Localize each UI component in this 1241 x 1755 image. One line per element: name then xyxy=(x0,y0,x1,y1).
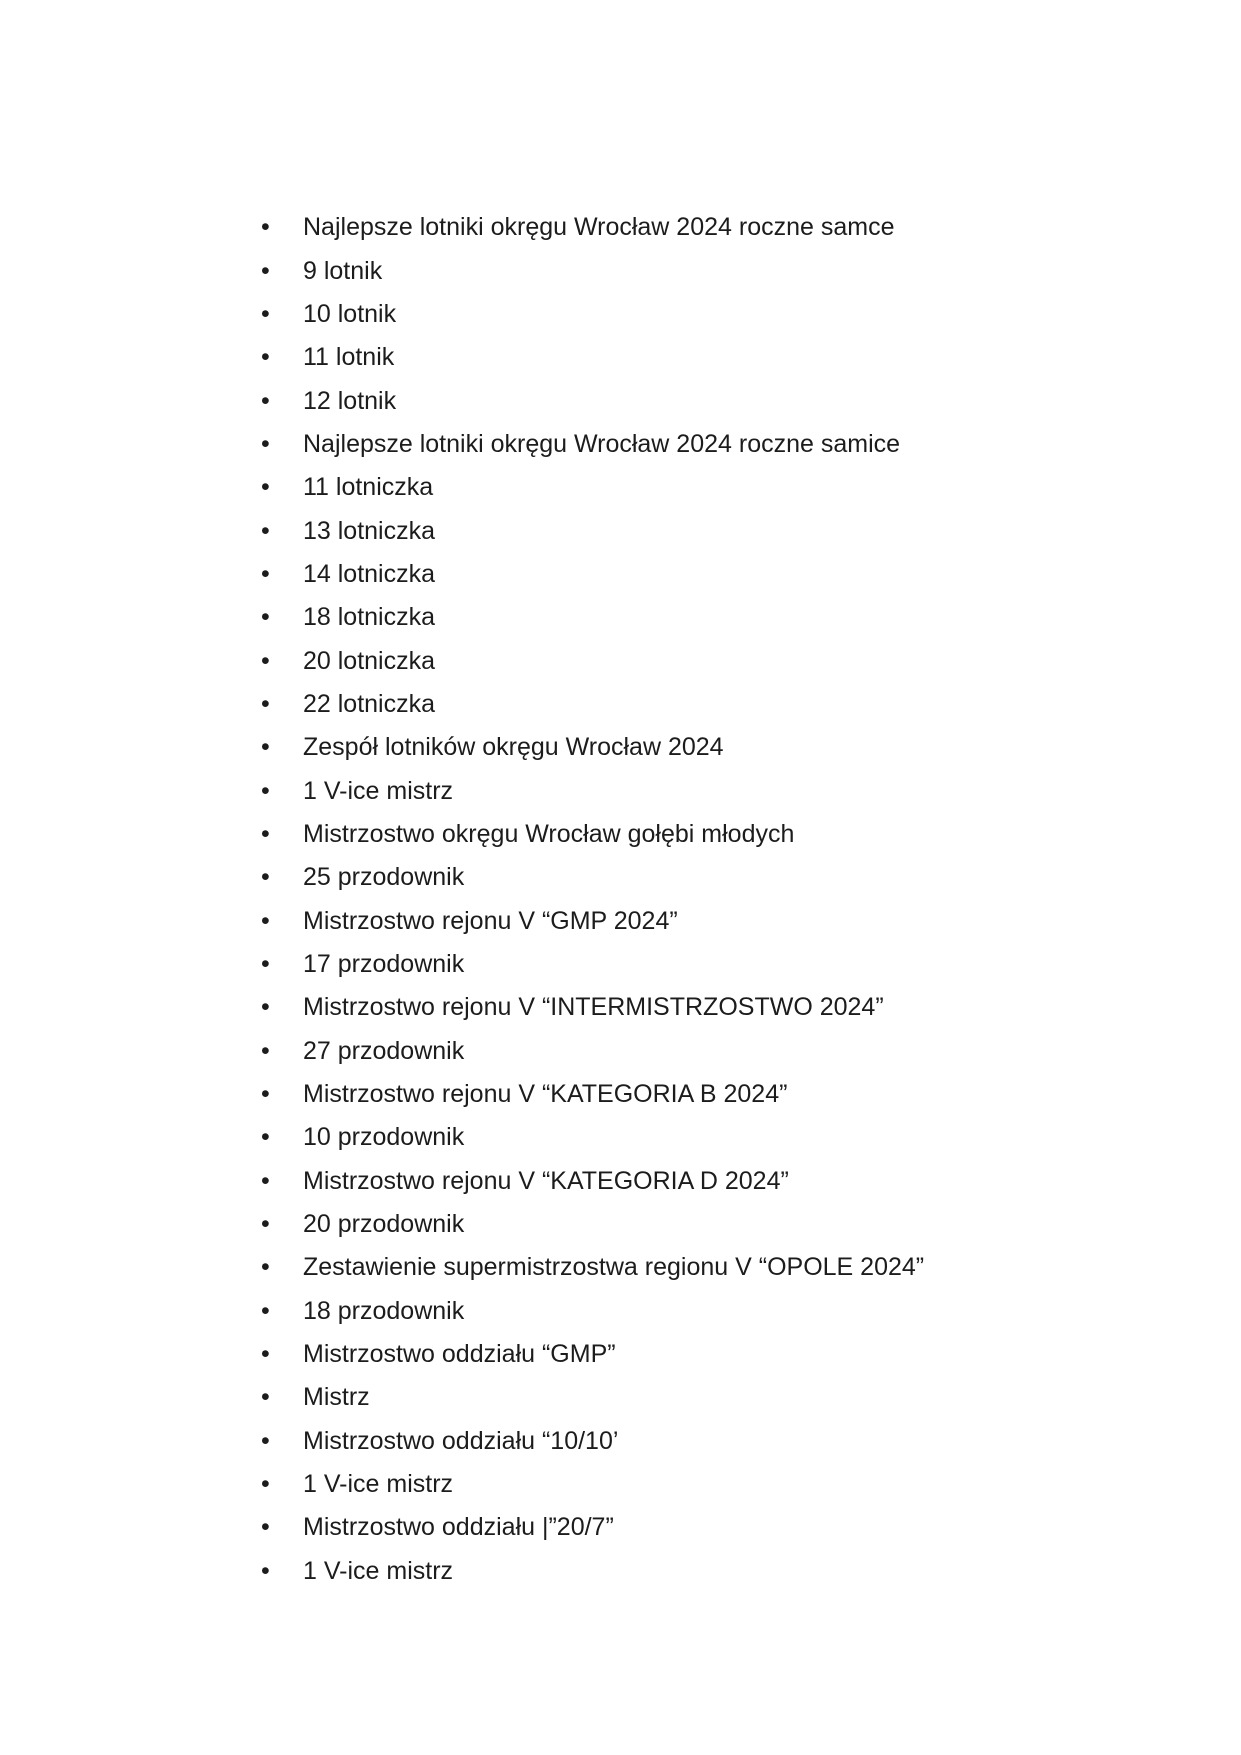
bullet-icon: • xyxy=(261,516,270,545)
bullet-icon: • xyxy=(261,256,270,285)
bullet-icon: • xyxy=(261,213,270,242)
list-item-text: 18 lotniczka xyxy=(303,603,436,632)
list-item-text: 12 lotnik xyxy=(303,386,397,415)
bullet-icon: • xyxy=(261,386,270,415)
list-item xyxy=(0,509,924,552)
list-item-text: 22 lotniczka xyxy=(303,689,436,718)
bullet-icon: • xyxy=(261,1296,270,1325)
bullet-icon: • xyxy=(261,993,270,1022)
list-item-text: 1 V-ice mistrz xyxy=(303,1470,454,1499)
list-item-text: 27 przodownik xyxy=(303,1036,465,1065)
bullet-icon: • xyxy=(261,776,270,805)
list-item-text: Najlepsze lotniki okręgu Wrocław 2024 roczne samce xyxy=(303,213,895,242)
list-item-text: 1 V-ice mistrz xyxy=(303,776,454,805)
list-item xyxy=(0,1420,924,1463)
list-item-text: 17 przodownik xyxy=(303,950,465,979)
list-item xyxy=(0,900,924,943)
list-item xyxy=(0,293,924,336)
bullet-icon: • xyxy=(261,429,270,458)
list-item-text: Mistrzostwo oddziału “10/10’ xyxy=(303,1426,619,1455)
list-item xyxy=(0,1203,924,1246)
list-item xyxy=(0,1030,924,1073)
bullet-icon: • xyxy=(261,559,270,588)
list-item xyxy=(0,856,924,899)
bullet-icon: • xyxy=(261,1556,270,1585)
bullet-icon: • xyxy=(261,343,270,372)
list-item-text: 25 przodownik xyxy=(303,863,465,892)
bullet-icon: • xyxy=(261,1383,270,1412)
list-item xyxy=(0,683,924,726)
list-item-text: Zestawienie supermistrzostwa regionu V “OPOLE 2024” xyxy=(303,1253,925,1282)
list-item-text: 11 lotniczka xyxy=(303,473,434,502)
list-item-text: 20 lotniczka xyxy=(303,646,436,675)
list-item-text: Mistrzostwo rejonu V “GMP 2024” xyxy=(303,906,678,935)
list-item-text: 18 przodownik xyxy=(303,1296,465,1325)
bullet-icon: • xyxy=(261,1080,270,1109)
list-item xyxy=(0,943,924,986)
list-item xyxy=(0,1463,924,1506)
list-item-text: 9 lotnik xyxy=(303,256,383,285)
bullet-list xyxy=(0,206,924,1593)
list-item xyxy=(0,1506,924,1549)
bullet-icon: • xyxy=(261,950,270,979)
bullet-icon: • xyxy=(261,1470,270,1499)
list-item-text: Mistrzostwo rejonu V “KATEGORIA D 2024” xyxy=(303,1166,789,1195)
bullet-icon: • xyxy=(261,863,270,892)
list-item xyxy=(0,336,924,379)
bullet-icon: • xyxy=(261,1036,270,1065)
bullet-icon: • xyxy=(261,733,270,762)
list-item xyxy=(0,639,924,682)
list-item xyxy=(0,1376,924,1419)
list-item xyxy=(0,1073,924,1116)
list-item xyxy=(0,986,924,1029)
list-item-text: 14 lotniczka xyxy=(303,559,436,588)
bullet-icon: • xyxy=(261,1513,270,1542)
list-item xyxy=(0,769,924,812)
bullet-icon: • xyxy=(261,603,270,632)
list-item xyxy=(0,813,924,856)
list-item xyxy=(0,1116,924,1159)
bullet-icon: • xyxy=(261,1340,270,1369)
list-item xyxy=(0,466,924,509)
list-item xyxy=(0,379,924,422)
list-item-text: 10 przodownik xyxy=(303,1123,465,1152)
bullet-icon: • xyxy=(261,906,270,935)
list-item xyxy=(0,1290,924,1333)
list-item xyxy=(0,1550,924,1593)
list-item-text: 13 lotniczka xyxy=(303,516,436,545)
list-item xyxy=(0,1246,924,1289)
list-item xyxy=(0,1333,924,1376)
list-item xyxy=(0,423,924,466)
list-item-text: Mistrzostwo rejonu V “INTERMISTRZOSTWO 2024” xyxy=(303,993,884,1022)
list-item-text: Zespół lotników okręgu Wrocław 2024 xyxy=(303,733,724,762)
list-item xyxy=(0,553,924,596)
bullet-icon: • xyxy=(261,646,270,675)
list-item-text: 20 przodownik xyxy=(303,1210,465,1239)
list-item-text: Mistrzostwo rejonu V “KATEGORIA B 2024” xyxy=(303,1080,788,1109)
bullet-icon: • xyxy=(261,473,270,502)
list-item-text: Mistrzostwo oddziału |”20/7” xyxy=(303,1513,614,1542)
list-item xyxy=(0,596,924,639)
bullet-icon: • xyxy=(261,1426,270,1455)
list-item xyxy=(0,726,924,769)
list-item-text: Mistrz xyxy=(303,1383,370,1412)
bullet-icon: • xyxy=(261,819,270,848)
bullet-icon: • xyxy=(261,1253,270,1282)
list-item-text: Najlepsze lotniki okręgu Wrocław 2024 roczne samice xyxy=(303,429,901,458)
list-item-text: Mistrzostwo oddziału “GMP” xyxy=(303,1340,616,1369)
list-item xyxy=(0,1160,924,1203)
list-item-text: 11 lotnik xyxy=(303,343,395,372)
bullet-icon: • xyxy=(261,1210,270,1239)
list-item-text: Mistrzostwo okręgu Wrocław gołębi młodych xyxy=(303,819,795,848)
bullet-icon: • xyxy=(261,689,270,718)
bullet-icon: • xyxy=(261,1166,270,1195)
list-item xyxy=(0,249,924,292)
list-item xyxy=(0,206,924,249)
bullet-icon: • xyxy=(261,1123,270,1152)
list-item-text: 10 lotnik xyxy=(303,299,397,328)
list-item-text: 1 V-ice mistrz xyxy=(303,1556,454,1585)
bullet-icon: • xyxy=(261,299,270,328)
